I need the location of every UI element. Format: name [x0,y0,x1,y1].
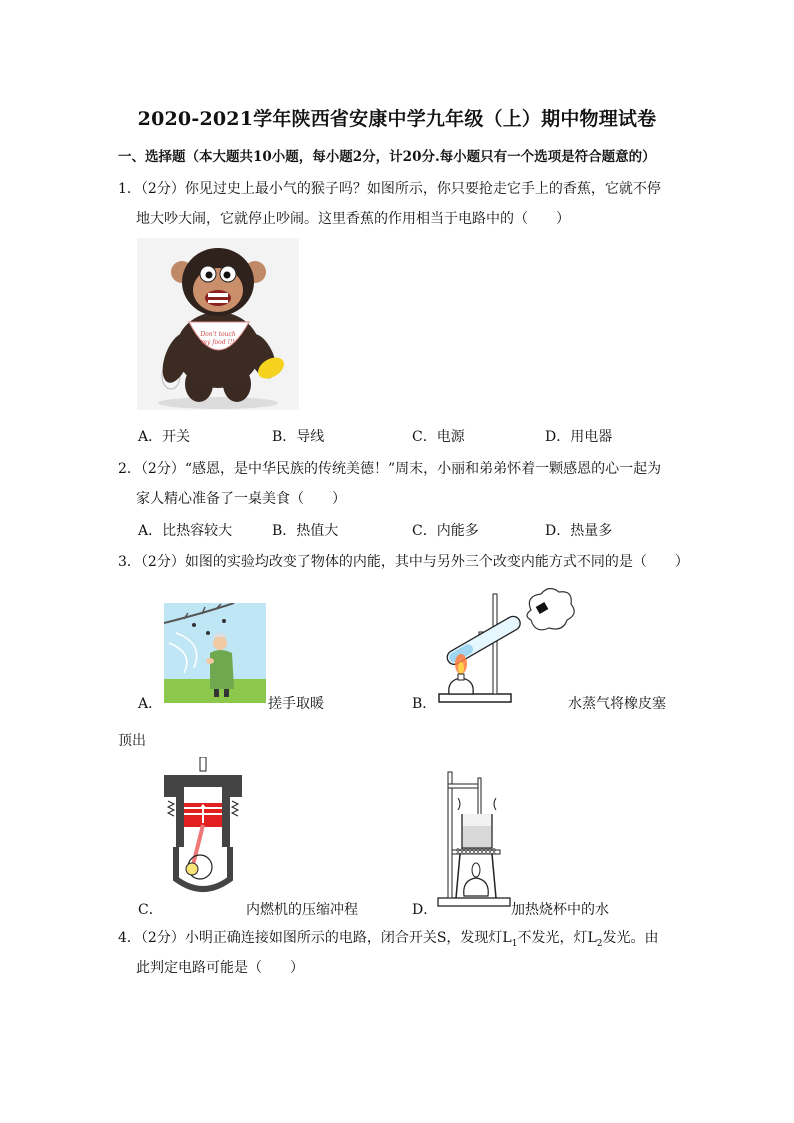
question-3-line-1: 3．（2分）如图的实验均改变了物体的内能，其中与另外三个改变内能方式不同的是（ ） [118,554,689,570]
q3-option-c-caption: 内燃机的压缩冲程 [246,902,358,918]
q3-option-c-letter[interactable]: C． [138,902,163,918]
question-number: 4． [118,930,141,946]
q3-option-b-caption-continued: 顶出 [118,733,146,749]
q1-option-d[interactable]: D．用电器 [545,429,613,445]
exam-title: 2020-2021学年陕西省安康中学九年级（上）期中物理试卷 [137,108,657,130]
q2-option-b[interactable]: B．热值大 [272,523,339,539]
q1-option-b[interactable]: B．导线 [272,429,325,445]
q2-option-c[interactable]: C．内能多 [412,523,479,539]
question-score: （2分） [140,930,185,946]
question-4-line-2: 此判定电路可能是（ ） [136,960,304,976]
question-1-line-2: 地大吵大闹，它就停止吵闹。这里香蕉的作用相当于电路中的（ ） [136,211,570,227]
bib-text-1: Don't touch [200,331,236,338]
q3-option-b-caption: 水蒸气将橡皮塞 [568,696,666,712]
q1-option-a[interactable]: A．开关 [138,429,191,445]
section-heading: 一、选择题（本大题共10小题，每小题2分，计20分.每小题只有一个选项是符合题意的） [118,149,656,165]
q3-option-b-letter[interactable]: B． [412,696,437,712]
test-tube-steam-image [435,588,575,706]
bib-text-2: my food !!! [201,339,235,346]
q2-option-a[interactable]: A．比热容较大 [138,523,233,539]
rubbing-hands-image [164,603,266,703]
question-number: 2． [118,461,141,477]
question-score: （2分） [140,554,185,570]
question-2-line-1: 2．（2分）“感恩，是中华民族的传统美德！”周末，小丽和弟弟怀着一颗感恩的心一起为 [118,461,662,477]
q2-option-d[interactable]: D．热量多 [545,523,613,539]
monkey-toy-image [137,238,299,410]
question-number: 3． [118,554,141,570]
question-1-line-1: 1．（2分）你见过史上最小气的猴子吗？如图所示，你只要抢走它手上的香蕉，它就不停 [118,181,661,197]
question-number: 1． [118,181,141,197]
question-2-line-2: 家人精心准备了一桌美食（ ） [136,491,346,507]
q3-option-a-letter[interactable]: A． [138,696,163,712]
engine-compression-image [160,757,246,895]
question-score: （2分） [140,181,185,197]
q3-option-d-letter[interactable]: D． [412,902,438,918]
q3-option-a-caption: 搓手取暖 [268,696,324,712]
q1-option-c[interactable]: C．电源 [412,429,465,445]
heating-beaker-image [436,770,512,910]
question-4-line-1: 4．（2分）小明正确连接如图所示的电路，闭合开关S，发现灯$L_1$不发光，灯$L_2$发光。由 [118,930,659,949]
question-score: （2分） [140,461,185,477]
q3-option-d-caption: 加热烧杯中的水 [511,902,609,918]
